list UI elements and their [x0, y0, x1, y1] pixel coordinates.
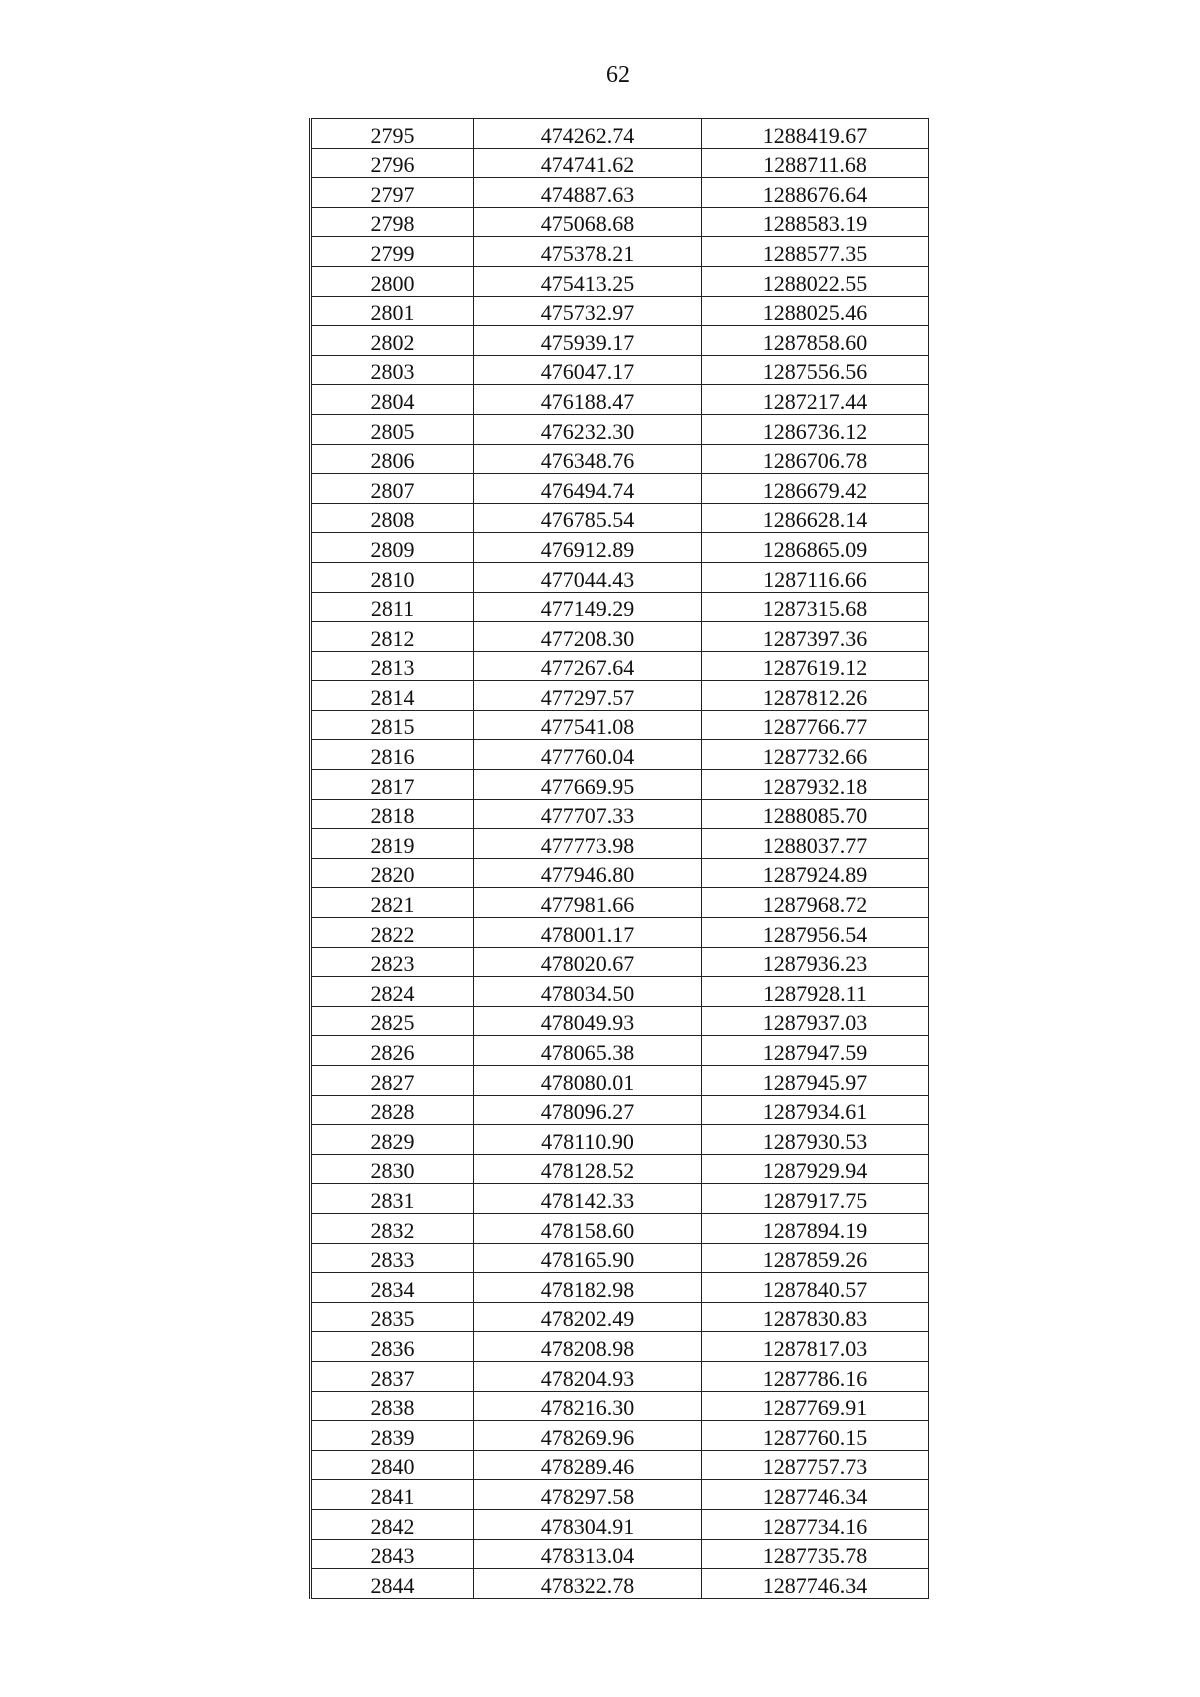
table-row	[311, 1421, 929, 1451]
table-row	[311, 414, 929, 444]
x-coordinate-cell: 478034.50	[474, 977, 702, 1007]
point-number-cell: 2833	[311, 1243, 474, 1273]
y-coordinate-cell: 1287817.03	[702, 1332, 929, 1362]
table-row	[311, 207, 929, 237]
table-row	[311, 681, 929, 711]
point-number-cell: 2824	[311, 977, 474, 1007]
point-number-cell: 2832	[311, 1213, 474, 1243]
point-number-cell: 2800	[311, 266, 474, 296]
table-row	[311, 533, 929, 563]
y-coordinate-cell: 1287217.44	[702, 385, 929, 415]
y-coordinate-cell: 1287894.19	[702, 1213, 929, 1243]
table-row	[311, 1302, 929, 1332]
y-coordinate-cell: 1288419.67	[702, 119, 929, 149]
x-coordinate-cell: 478202.49	[474, 1302, 702, 1332]
point-number-cell: 2804	[311, 385, 474, 415]
table-row	[311, 1539, 929, 1569]
table-row	[311, 829, 929, 859]
x-coordinate-cell: 478216.30	[474, 1391, 702, 1421]
table-row	[311, 858, 929, 888]
point-number-cell: 2808	[311, 503, 474, 533]
table-row	[311, 1480, 929, 1510]
point-number-cell: 2821	[311, 888, 474, 918]
y-coordinate-cell: 1287956.54	[702, 918, 929, 948]
point-number-cell: 2818	[311, 799, 474, 829]
table-row	[311, 1184, 929, 1214]
table-row	[311, 1213, 929, 1243]
point-number-cell: 2826	[311, 1036, 474, 1066]
table-row	[311, 148, 929, 178]
x-coordinate-cell: 475939.17	[474, 326, 702, 356]
point-number-cell: 2836	[311, 1332, 474, 1362]
point-number-cell: 2805	[311, 414, 474, 444]
table-row	[311, 266, 929, 296]
point-number-cell: 2831	[311, 1184, 474, 1214]
y-coordinate-cell: 1287928.11	[702, 977, 929, 1007]
x-coordinate-cell: 474262.74	[474, 119, 702, 149]
point-number-cell: 2825	[311, 1006, 474, 1036]
table-row	[311, 237, 929, 267]
y-coordinate-cell: 1287760.15	[702, 1421, 929, 1451]
coordinates-table	[309, 118, 929, 1599]
x-coordinate-cell: 478001.17	[474, 918, 702, 948]
point-number-cell: 2835	[311, 1302, 474, 1332]
y-coordinate-cell: 1287917.75	[702, 1184, 929, 1214]
table-row	[311, 1125, 929, 1155]
table-row	[311, 799, 929, 829]
table-row	[311, 947, 929, 977]
point-number-cell: 2817	[311, 770, 474, 800]
x-coordinate-cell: 477707.33	[474, 799, 702, 829]
table-row	[311, 1332, 929, 1362]
x-coordinate-cell: 476047.17	[474, 355, 702, 385]
y-coordinate-cell: 1287116.66	[702, 562, 929, 592]
y-coordinate-cell: 1288037.77	[702, 829, 929, 859]
table-row	[311, 1243, 929, 1273]
table-row	[311, 326, 929, 356]
x-coordinate-cell: 477760.04	[474, 740, 702, 770]
y-coordinate-cell: 1287786.16	[702, 1361, 929, 1391]
point-number-cell: 2828	[311, 1095, 474, 1125]
page-number: 62	[606, 62, 630, 88]
y-coordinate-cell: 1287830.83	[702, 1302, 929, 1332]
x-coordinate-cell: 478313.04	[474, 1539, 702, 1569]
coordinates-table-body	[311, 119, 929, 1599]
table-row	[311, 918, 929, 948]
table-row	[311, 888, 929, 918]
x-coordinate-cell: 475068.68	[474, 207, 702, 237]
x-coordinate-cell: 477044.43	[474, 562, 702, 592]
point-number-cell: 2819	[311, 829, 474, 859]
y-coordinate-cell: 1288085.70	[702, 799, 929, 829]
y-coordinate-cell: 1288577.35	[702, 237, 929, 267]
y-coordinate-cell: 1287924.89	[702, 858, 929, 888]
point-number-cell: 2823	[311, 947, 474, 977]
x-coordinate-cell: 475378.21	[474, 237, 702, 267]
point-number-cell: 2803	[311, 355, 474, 385]
y-coordinate-cell: 1287936.23	[702, 947, 929, 977]
x-coordinate-cell: 477297.57	[474, 681, 702, 711]
table-row	[311, 1095, 929, 1125]
x-coordinate-cell: 478110.90	[474, 1125, 702, 1155]
table-row	[311, 977, 929, 1007]
y-coordinate-cell: 1287315.68	[702, 592, 929, 622]
point-number-cell: 2843	[311, 1539, 474, 1569]
point-number-cell: 2809	[311, 533, 474, 563]
point-number-cell: 2799	[311, 237, 474, 267]
table-row	[311, 474, 929, 504]
table-row	[311, 1509, 929, 1539]
x-coordinate-cell: 478096.27	[474, 1095, 702, 1125]
table-row	[311, 1361, 929, 1391]
point-number-cell: 2815	[311, 710, 474, 740]
y-coordinate-cell: 1286628.14	[702, 503, 929, 533]
x-coordinate-cell: 476232.30	[474, 414, 702, 444]
table-row	[311, 710, 929, 740]
table-row	[311, 1006, 929, 1036]
point-number-cell: 2844	[311, 1569, 474, 1599]
y-coordinate-cell: 1287945.97	[702, 1066, 929, 1096]
y-coordinate-cell: 1288676.64	[702, 178, 929, 208]
point-number-cell: 2807	[311, 474, 474, 504]
y-coordinate-cell: 1287930.53	[702, 1125, 929, 1155]
y-coordinate-cell: 1287556.56	[702, 355, 929, 385]
x-coordinate-cell: 475732.97	[474, 296, 702, 326]
y-coordinate-cell: 1287968.72	[702, 888, 929, 918]
x-coordinate-cell: 478165.90	[474, 1243, 702, 1273]
y-coordinate-cell: 1286679.42	[702, 474, 929, 504]
point-number-cell: 2837	[311, 1361, 474, 1391]
y-coordinate-cell: 1288025.46	[702, 296, 929, 326]
table-row	[311, 1273, 929, 1303]
y-coordinate-cell: 1288022.55	[702, 266, 929, 296]
x-coordinate-cell: 474887.63	[474, 178, 702, 208]
y-coordinate-cell: 1287619.12	[702, 651, 929, 681]
x-coordinate-cell: 476785.54	[474, 503, 702, 533]
point-number-cell: 2838	[311, 1391, 474, 1421]
table-row	[311, 770, 929, 800]
point-number-cell: 2830	[311, 1154, 474, 1184]
y-coordinate-cell: 1287859.26	[702, 1243, 929, 1273]
y-coordinate-cell: 1287746.34	[702, 1569, 929, 1599]
point-number-cell: 2798	[311, 207, 474, 237]
y-coordinate-cell: 1287937.03	[702, 1006, 929, 1036]
table-row	[311, 1036, 929, 1066]
x-coordinate-cell: 476494.74	[474, 474, 702, 504]
x-coordinate-cell: 477669.95	[474, 770, 702, 800]
table-row	[311, 444, 929, 474]
y-coordinate-cell: 1288583.19	[702, 207, 929, 237]
point-number-cell: 2801	[311, 296, 474, 326]
x-coordinate-cell: 478049.93	[474, 1006, 702, 1036]
y-coordinate-cell: 1287812.26	[702, 681, 929, 711]
table-row	[311, 1154, 929, 1184]
y-coordinate-cell: 1287746.34	[702, 1480, 929, 1510]
y-coordinate-cell: 1287769.91	[702, 1391, 929, 1421]
table-row	[311, 740, 929, 770]
point-number-cell: 2834	[311, 1273, 474, 1303]
point-number-cell: 2810	[311, 562, 474, 592]
y-coordinate-cell: 1287397.36	[702, 622, 929, 652]
point-number-cell: 2806	[311, 444, 474, 474]
point-number-cell: 2820	[311, 858, 474, 888]
point-number-cell: 2842	[311, 1509, 474, 1539]
x-coordinate-cell: 478080.01	[474, 1066, 702, 1096]
point-number-cell: 2802	[311, 326, 474, 356]
x-coordinate-cell: 477981.66	[474, 888, 702, 918]
point-number-cell: 2840	[311, 1450, 474, 1480]
table-row	[311, 562, 929, 592]
x-coordinate-cell: 478208.98	[474, 1332, 702, 1362]
table-row	[311, 119, 929, 149]
table-row	[311, 178, 929, 208]
x-coordinate-cell: 474741.62	[474, 148, 702, 178]
x-coordinate-cell: 475413.25	[474, 266, 702, 296]
y-coordinate-cell: 1287757.73	[702, 1450, 929, 1480]
y-coordinate-cell: 1287732.66	[702, 740, 929, 770]
y-coordinate-cell: 1286865.09	[702, 533, 929, 563]
y-coordinate-cell: 1287947.59	[702, 1036, 929, 1066]
x-coordinate-cell: 477267.64	[474, 651, 702, 681]
x-coordinate-cell: 478304.91	[474, 1509, 702, 1539]
point-number-cell: 2816	[311, 740, 474, 770]
table-row	[311, 651, 929, 681]
y-coordinate-cell: 1287840.57	[702, 1273, 929, 1303]
x-coordinate-cell: 476912.89	[474, 533, 702, 563]
point-number-cell: 2796	[311, 148, 474, 178]
point-number-cell: 2814	[311, 681, 474, 711]
table-row	[311, 1569, 929, 1599]
point-number-cell: 2795	[311, 119, 474, 149]
table-row	[311, 1066, 929, 1096]
x-coordinate-cell: 478065.38	[474, 1036, 702, 1066]
y-coordinate-cell: 1287858.60	[702, 326, 929, 356]
x-coordinate-cell: 478142.33	[474, 1184, 702, 1214]
y-coordinate-cell: 1286706.78	[702, 444, 929, 474]
x-coordinate-cell: 478182.98	[474, 1273, 702, 1303]
point-number-cell: 2797	[311, 178, 474, 208]
y-coordinate-cell: 1287735.78	[702, 1539, 929, 1569]
x-coordinate-cell: 478322.78	[474, 1569, 702, 1599]
table-row	[311, 296, 929, 326]
x-coordinate-cell: 478204.93	[474, 1361, 702, 1391]
x-coordinate-cell: 478269.96	[474, 1421, 702, 1451]
point-number-cell: 2813	[311, 651, 474, 681]
point-number-cell: 2841	[311, 1480, 474, 1510]
y-coordinate-cell: 1287734.16	[702, 1509, 929, 1539]
table-row	[311, 1391, 929, 1421]
y-coordinate-cell: 1287934.61	[702, 1095, 929, 1125]
point-number-cell: 2812	[311, 622, 474, 652]
x-coordinate-cell: 478297.58	[474, 1480, 702, 1510]
y-coordinate-cell: 1287932.18	[702, 770, 929, 800]
x-coordinate-cell: 478128.52	[474, 1154, 702, 1184]
x-coordinate-cell: 477541.08	[474, 710, 702, 740]
y-coordinate-cell: 1287766.77	[702, 710, 929, 740]
x-coordinate-cell: 478158.60	[474, 1213, 702, 1243]
point-number-cell: 2822	[311, 918, 474, 948]
table-row	[311, 622, 929, 652]
y-coordinate-cell: 1286736.12	[702, 414, 929, 444]
x-coordinate-cell: 477208.30	[474, 622, 702, 652]
x-coordinate-cell: 477946.80	[474, 858, 702, 888]
table-row	[311, 355, 929, 385]
table-row	[311, 385, 929, 415]
x-coordinate-cell: 476348.76	[474, 444, 702, 474]
x-coordinate-cell: 478020.67	[474, 947, 702, 977]
x-coordinate-cell: 477149.29	[474, 592, 702, 622]
table-row	[311, 592, 929, 622]
point-number-cell: 2839	[311, 1421, 474, 1451]
point-number-cell: 2811	[311, 592, 474, 622]
table-row	[311, 1450, 929, 1480]
x-coordinate-cell: 477773.98	[474, 829, 702, 859]
point-number-cell: 2829	[311, 1125, 474, 1155]
y-coordinate-cell: 1288711.68	[702, 148, 929, 178]
table-row	[311, 503, 929, 533]
y-coordinate-cell: 1287929.94	[702, 1154, 929, 1184]
x-coordinate-cell: 478289.46	[474, 1450, 702, 1480]
point-number-cell: 2827	[311, 1066, 474, 1096]
x-coordinate-cell: 476188.47	[474, 385, 702, 415]
